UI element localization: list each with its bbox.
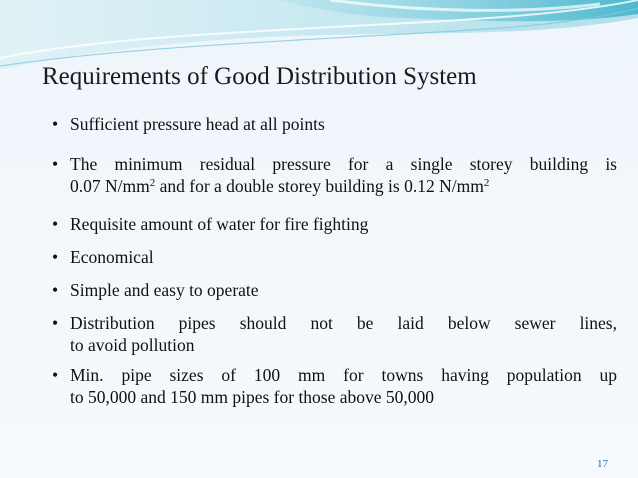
bullet-item — [42, 153, 617, 197]
bullet-marker: • — [52, 365, 59, 385]
bullet-marker: • — [52, 247, 59, 267]
bullet-marker: • — [52, 214, 59, 234]
bullet-item — [42, 312, 617, 356]
bullet-item — [42, 113, 617, 135]
bullet-text-continued: 0.07 $N/mm^2$ and for a double storey building is 0.12 $N/mm^2$ — [70, 176, 490, 196]
bullet-item — [42, 213, 617, 235]
bullet-text: Distribution pipes should not be laid below sewer lines, — [70, 313, 617, 333]
bullet-item — [42, 279, 617, 301]
bullet-text: Min. pipe sizes of 100 mm for towns having population up — [70, 365, 617, 385]
bullet-text-continued: to avoid pollution — [70, 335, 195, 355]
bullet-item — [42, 246, 617, 268]
page-number: 17 — [597, 458, 608, 470]
slide-title: Requirements of Good Distribution System — [42, 63, 477, 90]
bullet-text: Requisite amount of water for fire fighting — [70, 214, 369, 234]
bullet-marker: • — [52, 280, 59, 300]
bullet-text: Simple and easy to operate — [70, 280, 259, 300]
bullet-marker: • — [52, 313, 59, 333]
bullet-item — [42, 364, 617, 408]
bullet-marker: • — [52, 114, 59, 134]
bullet-text-continued: to 50,000 and 150 mm pipes for those above 50,000 — [70, 387, 435, 407]
bullet-text: Sufficient pressure head at all points — [70, 114, 325, 134]
bullet-marker: • — [52, 154, 59, 174]
bullet-text: The minimum residual pressure for a single storey building is — [70, 154, 617, 174]
bullet-text: Economical — [70, 247, 154, 267]
